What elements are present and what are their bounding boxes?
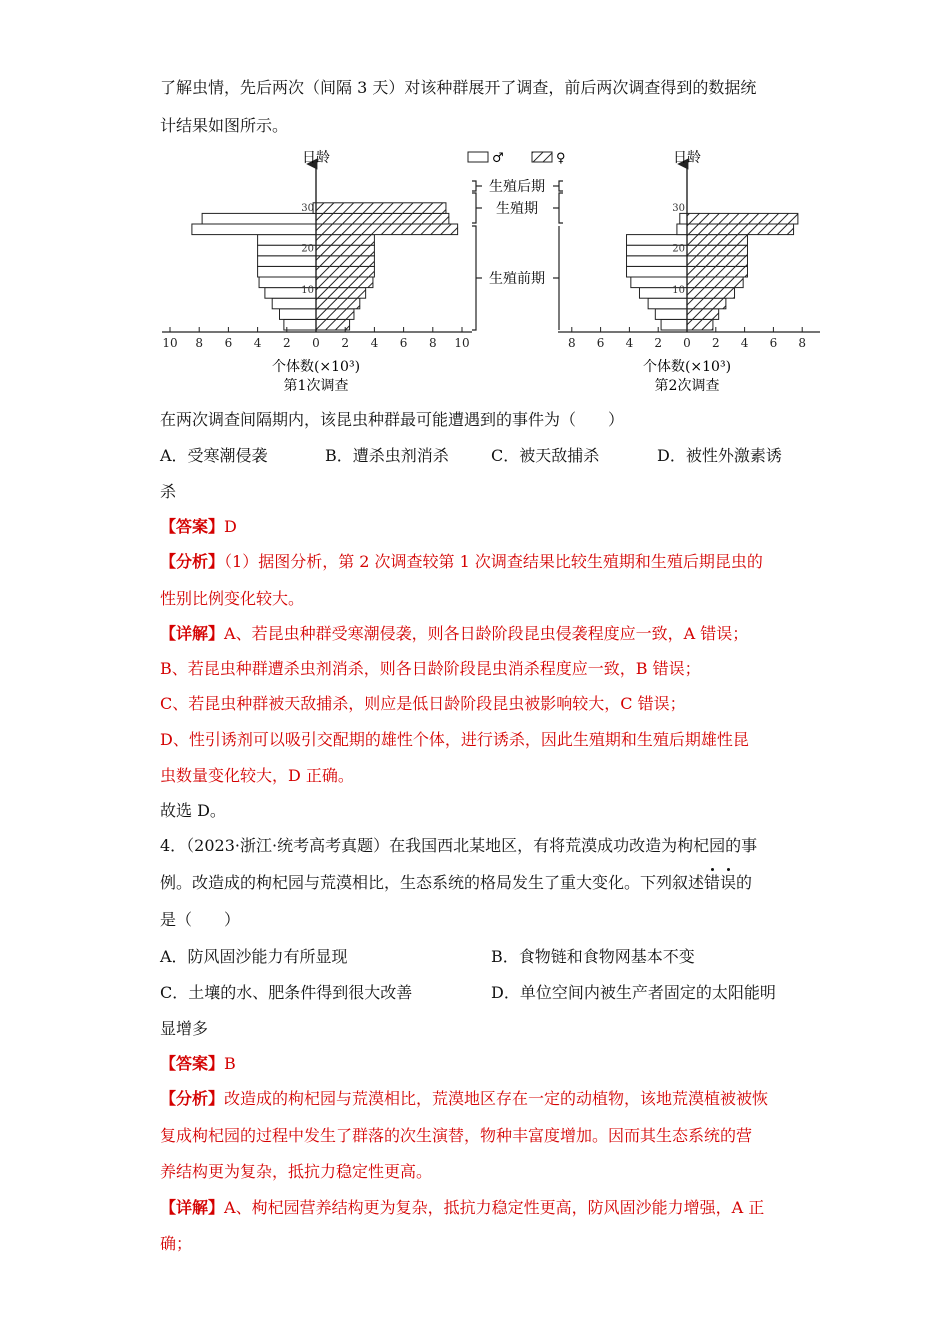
bar-male-2: [655, 309, 687, 320]
chart-survey-1: [162, 164, 472, 350]
x-tick-label: 10: [454, 336, 470, 350]
x-tick-label: 6: [224, 336, 233, 350]
q4-stem-line-3: 是（ ）: [160, 910, 241, 929]
bar-female-12: [316, 203, 446, 214]
q4-option-a: A．防风固沙能力有所显现: [160, 947, 348, 966]
chart2-ylabel: 日龄: [673, 150, 701, 166]
intro-line-1: 了解虫情，先后两次（间隔 3 天）对该种群展开了调查，前后两次调查得到的数据统: [160, 78, 757, 97]
q4-analysis-line-1: [160, 1088, 768, 1110]
q3-option-c: C．被天敌捕杀: [491, 446, 600, 465]
q4-analysis-tag: 【分析】: [160, 1089, 225, 1108]
y-tick-label: 30: [301, 203, 314, 215]
bar-female-8: [687, 245, 747, 256]
q3-answer-tag: 【答案】: [160, 517, 225, 536]
bar-male-10: [677, 224, 687, 235]
x-tick-label: 0: [312, 336, 320, 350]
q4-answer-tag: 【答案】: [160, 1054, 225, 1073]
x-tick-label: 4: [625, 336, 634, 350]
bar-female-9: [687, 235, 747, 246]
x-tick-label: 4: [253, 336, 262, 350]
bar-female-10: [687, 224, 794, 235]
bar-male-3: [272, 298, 316, 309]
x-tick-label: 4: [740, 336, 749, 350]
q3-answer-value: D: [224, 517, 237, 536]
x-tick-label: 10: [162, 336, 178, 350]
x-tick-label: 8: [798, 336, 807, 350]
q4-analysis-text-1: 改造成的枸杞园与荒漠相比，荒漠地区存在一定的动植物，该地荒漠植被被恢: [224, 1089, 769, 1108]
q3-detail-line-5: 虫数量变化较大，D 正确。: [160, 766, 354, 785]
bar-female-5: [316, 277, 373, 288]
q4-answer: [160, 1053, 236, 1075]
q4-stem-line-2-text: 例。改造成的枸杞园与荒漠相比，生态系统的格局发生了重大变化。下列叙述: [160, 873, 705, 892]
x-tick-label: 2: [654, 336, 663, 350]
q3-detail-text-1: A、若昆虫种群受寒潮侵袭，则各日龄阶段昆虫侵袭程度应一致，A 错误；: [224, 624, 749, 643]
bar-female-8: [316, 245, 374, 256]
q3-detail-tag: 【详解】: [160, 624, 225, 643]
x-tick-label: 8: [428, 336, 437, 350]
q4-stem-line-2: [160, 872, 752, 894]
bar-male-3: [648, 298, 687, 309]
q4-detail-line-1: [160, 1197, 764, 1219]
legend-male-swatch: [468, 152, 488, 162]
q4-emphasis-char-1: 错: [704, 873, 721, 892]
stage-label-post: 生殖后期: [489, 179, 545, 195]
bar-female-3: [316, 298, 360, 309]
q3-detail-line-1: [160, 623, 748, 645]
bar-female-2: [687, 309, 719, 320]
bar-male-7: [627, 256, 687, 267]
q3-option-d-cont: 杀: [160, 482, 177, 501]
chart2-caption: 第2次调查: [654, 378, 720, 394]
bar-male-6: [627, 266, 687, 277]
bar-male-6: [258, 266, 316, 277]
q3-analysis-line-2: 性别比例变化较大。: [160, 589, 305, 608]
x-tick-label: 2: [282, 336, 291, 350]
q4-option-d-cont: 显增多: [160, 1019, 209, 1038]
bar-male-1: [284, 319, 316, 330]
chart-survey-2: [558, 164, 820, 350]
x-tick-label: 4: [370, 336, 379, 350]
stage-label-reproductive: 生殖期: [496, 201, 538, 217]
bar-female-7: [316, 256, 374, 267]
bar-female-1: [687, 319, 713, 330]
stage-label-pre: 生殖前期: [489, 271, 545, 287]
x-tick-label: 6: [399, 336, 408, 350]
q3-option-d: D．被性外激素诱: [657, 446, 782, 465]
bar-female-7: [687, 256, 747, 267]
bar-male-7: [258, 256, 316, 267]
population-pyramid-figure: [0, 140, 950, 400]
x-tick-label: 8: [567, 336, 576, 350]
x-tick-label: 2: [341, 336, 350, 350]
bar-female-11: [687, 213, 798, 224]
bar-male-11: [680, 213, 687, 224]
q3-detail-line-4: D、性引诱剂可以吸引交配期的雄性个体，进行诱杀，因此生殖期和生殖后期雄性昆: [160, 730, 749, 749]
bar-male-1: [661, 319, 687, 330]
q3-option-b: B．遭杀虫剂消杀: [325, 446, 449, 465]
bar-female-1: [316, 319, 350, 330]
bar-female-6: [687, 266, 747, 277]
bar-female-11: [316, 213, 449, 224]
x-tick-label: 0: [683, 336, 691, 350]
q4-analysis-line-3: 养结构更为复杂，抵抗力稳定性更高。: [160, 1162, 433, 1181]
bar-female-3: [687, 298, 726, 309]
q3-analysis-text-1: （1）据图分析，第 2 次调查较第 1 次调查结果比较生殖期和生殖后期昆虫的: [224, 552, 763, 571]
q3-answer: [160, 516, 237, 538]
y-tick-label: 20: [301, 243, 314, 255]
q4-option-d: D．单位空间内被生产者固定的太阳能明: [491, 983, 776, 1002]
q3-detail-line-3: C、若昆虫种群被天敌捕杀，则应是低日龄阶段昆虫被影响较大，C 错误；: [160, 694, 686, 713]
q3-detail-line-2: B、若昆虫种群遭杀虫剂消杀，则各日龄阶段昆虫消杀程度应一致，B 错误；: [160, 659, 701, 678]
bar-female-10: [316, 224, 458, 235]
x-tick-label: 2: [711, 336, 720, 350]
chart1-ylabel: 日龄: [302, 150, 330, 166]
bar-female-4: [687, 288, 735, 299]
bar-female-5: [687, 277, 743, 288]
q4-stem-line-1: 4．（2023·浙江·统考高考真题）在我国西北某地区，有将荒漠成功改造为枸杞园的事: [160, 836, 758, 855]
bar-male-10: [192, 224, 316, 235]
q3-conclusion: 故选 D。: [160, 801, 226, 820]
legend-male-label: ♂: [492, 151, 504, 166]
bar-female-4: [316, 288, 366, 299]
x-tick-label: 8: [195, 336, 204, 350]
chart1-xlabel: 个体数(×10³): [271, 359, 361, 375]
q4-option-c: C．土壤的水、肥条件得到很大改善: [160, 983, 413, 1002]
bar-male-11: [202, 213, 316, 224]
q3-stem: 在两次调查间隔期内，该昆虫种群最可能遭遇到的事件为（ ）: [160, 410, 625, 429]
chart1-caption: 第1次调查: [283, 378, 349, 394]
bar-male-2: [280, 309, 317, 320]
q4-stem-line-2-end: 的: [736, 873, 753, 892]
q4-emphasis-char-2: 误: [720, 873, 737, 892]
q3-option-a: A．受寒潮侵袭: [160, 446, 268, 465]
q4-option-b: B．食物链和食物网基本不变: [491, 947, 695, 966]
q4-answer-value: B: [224, 1054, 236, 1073]
chart2-xlabel: 个体数(×10³): [642, 359, 732, 375]
y-tick-label: 20: [672, 243, 685, 255]
q4-detail-line-2: 确；: [160, 1234, 193, 1253]
bar-female-2: [316, 309, 354, 320]
y-tick-label: 10: [301, 284, 314, 296]
q4-analysis-line-2: 复成枸杞园的过程中发生了群落的次生演替，物种丰富度增加。因而其生态系统的营: [160, 1126, 753, 1145]
bar-female-9: [316, 235, 374, 246]
y-tick-label: 30: [672, 203, 685, 215]
intro-line-2: 计结果如图所示。: [160, 116, 289, 135]
bar-female-6: [316, 266, 374, 277]
q4-detail-tag: 【详解】: [160, 1198, 225, 1217]
x-tick-label: 6: [769, 336, 778, 350]
y-tick-label: 10: [672, 284, 685, 296]
q3-analysis-tag: 【分析】: [160, 552, 225, 571]
legend-female-swatch: [532, 152, 552, 162]
q3-analysis-line-1: [160, 551, 763, 573]
x-tick-label: 6: [596, 336, 605, 350]
q4-detail-text-1: A、枸杞园营养结构更为复杂，抵抗力稳定性更高，防风固沙能力增强，A 正: [224, 1198, 765, 1217]
legend-female-label: ♀: [556, 151, 566, 166]
